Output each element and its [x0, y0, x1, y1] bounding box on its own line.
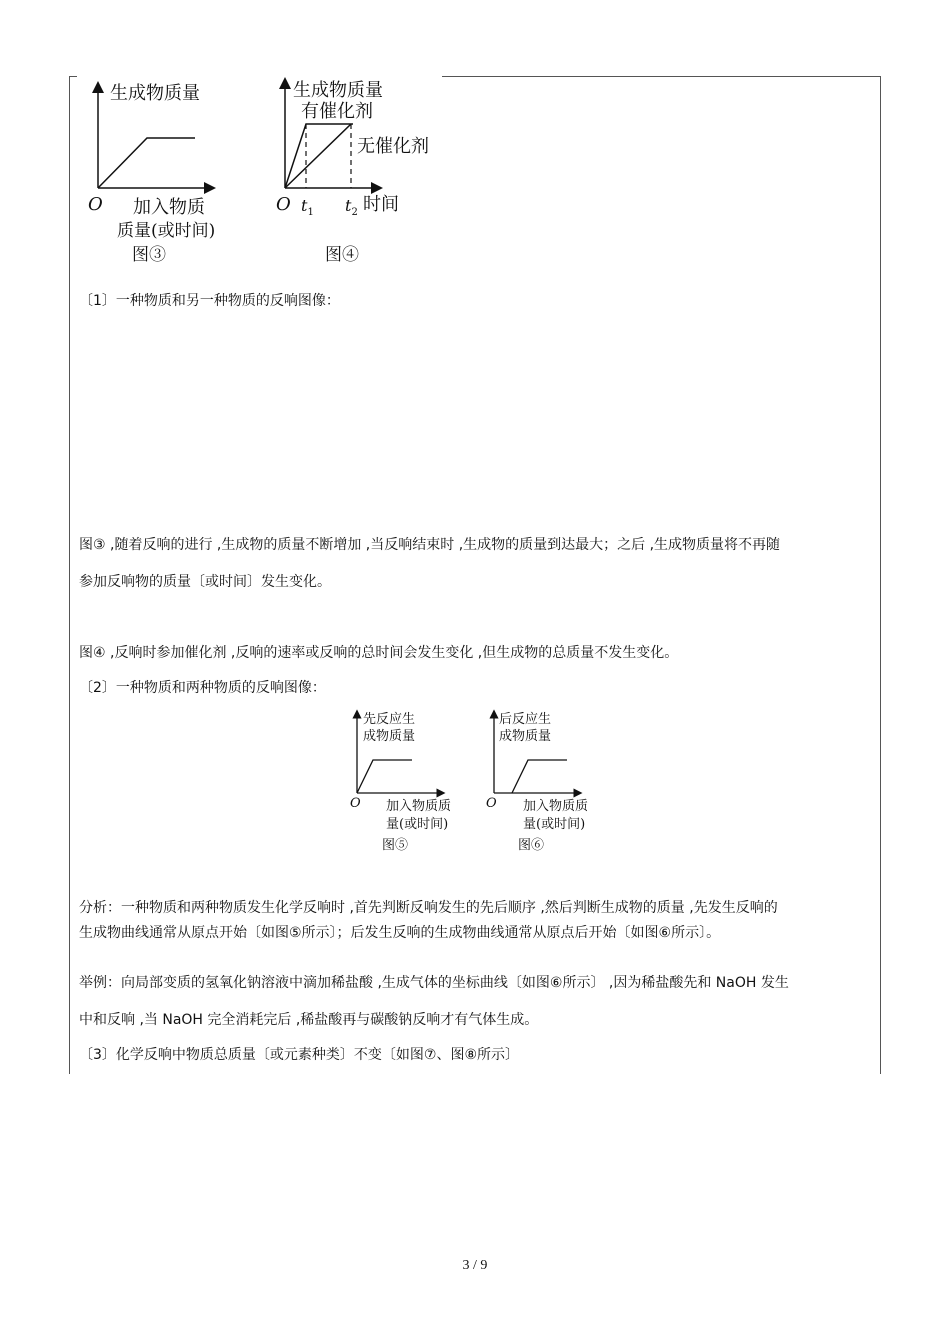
- example-line1: 举例：向局部变质的氢氧化钠溶液中滴加稀盐酸 ,生成气体的坐标曲线〔如图⑥所示〕 ,因为稀盐酸先和 NaOH 发生: [79, 975, 789, 991]
- fig3-curve: [98, 138, 195, 188]
- frame-border-right: [880, 76, 881, 1074]
- example-line2: 中和反响 ,当 NaOH 完全消耗完后 ,稀盐酸再与碳酸钠反响才有气体生成。: [79, 1012, 539, 1028]
- fig6-curve: [512, 760, 567, 793]
- fig3-x-label-line2: 质量(或时间): [117, 221, 216, 241]
- fig5-y-label-line2: 成物质量: [363, 729, 416, 744]
- fig4-curve-catalyst-label: 有催化剂: [301, 101, 373, 122]
- section-3-heading: 〔3〕化学反响中物质总质量〔或元素种类〕不变〔如图⑦、图⑧所示〕: [79, 1047, 520, 1063]
- section-1-heading: 〔1〕一种物质和另一种物质的反响图像：: [79, 293, 340, 309]
- fig5-y-label-line1: 先反应生: [363, 712, 416, 727]
- fig4-t2: $t_2$: [345, 196, 358, 218]
- fig5-curve: [357, 760, 412, 793]
- figures-mid: [345, 706, 625, 856]
- para-fig3-line1: 图③ ,随着反响的进行 ,生成物的质量不断增加 ,当反响结束时 ,生成物的质量到达最大；之后 ,生成物质量将不再随: [79, 537, 781, 553]
- fig4-t1: $t_1$: [301, 196, 314, 218]
- fig5-origin: O: [350, 796, 361, 811]
- frame-border-top-right: [442, 76, 881, 77]
- fig3-y-label: 生成物质量: [110, 83, 200, 104]
- figure-4: [276, 80, 429, 265]
- fig3-x-label-line1: 加入物质: [133, 197, 205, 218]
- fig3-caption: 图③: [132, 245, 166, 265]
- fig4-x-label: 时间: [363, 194, 399, 215]
- figures-top: [75, 72, 475, 272]
- fig6-y-label-line2: 成物质量: [499, 729, 552, 744]
- fig5-x-label-line1: 加入物质质: [386, 799, 452, 814]
- fig3-origin: O: [88, 194, 103, 215]
- fig4-origin: O: [276, 194, 291, 215]
- fig4-curve-no-catalyst-label: 无催化剂: [357, 136, 429, 157]
- fig6-x-label-line1: 加入物质质: [523, 799, 589, 814]
- fig6-x-label-line2: 量(或时间): [523, 817, 586, 832]
- fig6-caption: 图⑥: [518, 838, 545, 853]
- figure-3: [88, 83, 215, 265]
- fig4-y-label: 生成物质量: [293, 80, 383, 101]
- fig6-origin: O: [486, 796, 497, 811]
- fig6-y-label-line1: 后反应生: [499, 712, 552, 727]
- page-number: 3 / 9: [462, 1258, 488, 1273]
- fig5-x-label-line2: 量(或时间): [386, 817, 449, 832]
- section-2-heading: 〔2〕一种物质和两种物质的反响图像：: [79, 680, 326, 696]
- fig5-caption: 图⑤: [382, 838, 409, 853]
- fig4-caption: 图④: [325, 245, 359, 265]
- figure-6: [486, 711, 588, 853]
- para-fig3-line2: 参加反响物的质量〔或时间〕发生变化。: [79, 574, 331, 590]
- frame-border-left: [69, 76, 70, 1074]
- analysis-line1: 分析：一种物质和两种物质发生化学反响时 ,首先判断反响发生的先后顺序 ,然后判断生成物的质量 ,先发生反响的: [79, 900, 778, 916]
- para-fig4: 图④ ,反响时参加催化剂 ,反响的速率或反响的总时间会发生变化 ,但生成物的总质量不发生变化。: [79, 645, 679, 661]
- figure-5: [350, 711, 451, 853]
- analysis-line2: 生成物曲线通常从原点开始〔如图⑤所示〕；后发生反响的生成物曲线通常从原点后开始〔如图⑥所示〕。: [79, 925, 721, 941]
